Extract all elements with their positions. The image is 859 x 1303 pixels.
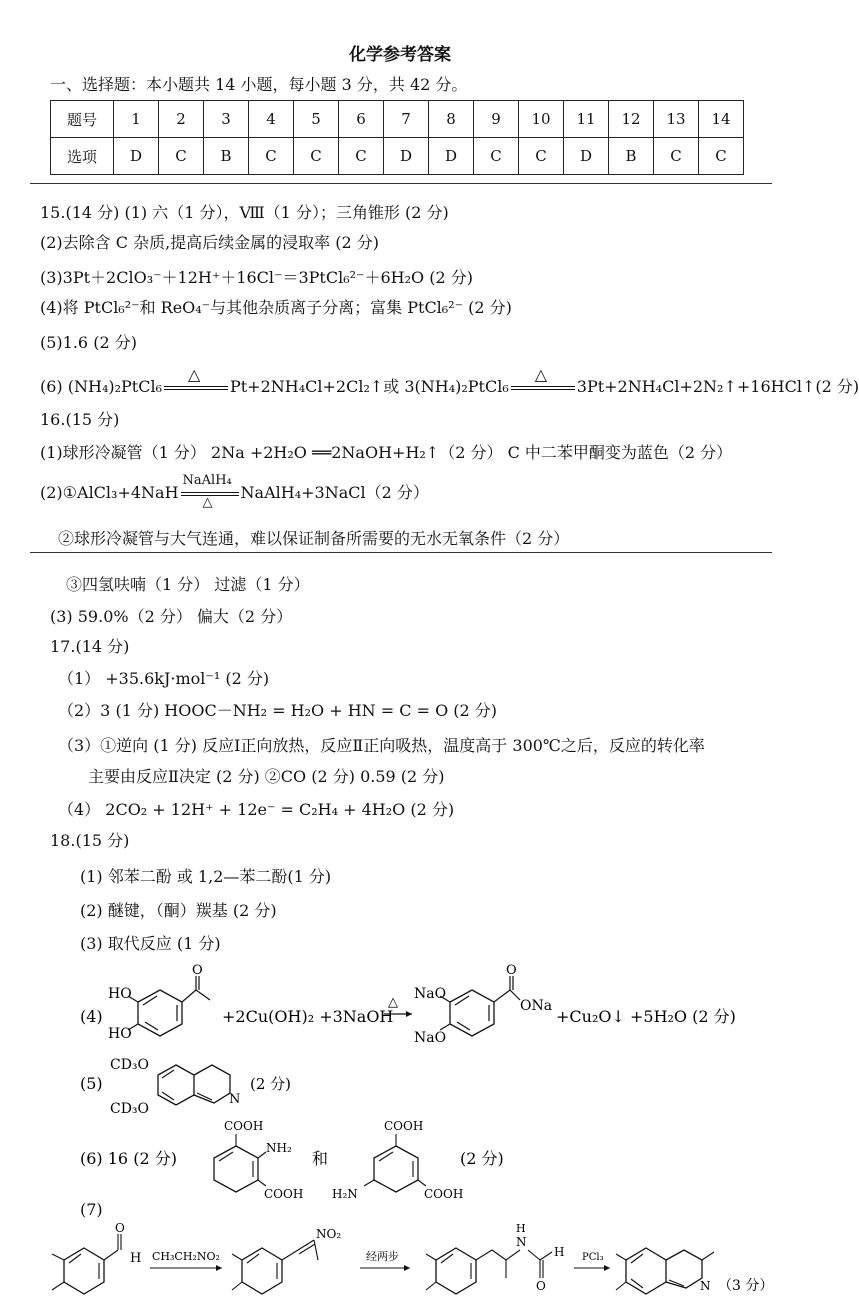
question-number-cell: 11 [564,101,609,138]
nitrogen-label: N [700,1279,711,1293]
q16-line5: (3) 59.0%（2 分） 偏大（2 分） [50,607,293,626]
divider [30,552,772,553]
question-number-cell: 1 [114,101,159,138]
nitrogen-label: N [516,1235,527,1249]
page-title: 化学参考答案 [349,45,451,65]
benzene-ring [436,1248,476,1294]
question-number-cell: 4 [249,101,294,138]
divider [30,183,772,184]
delta-symbol: △ [187,364,201,384]
q17-line1: （1） +35.6kJ·mol⁻¹ (2 分) [58,669,270,688]
question-number-cell: 14 [699,101,744,138]
benzene-ring [64,1248,104,1294]
answer-cell: D [564,138,609,175]
part-label: (7) [80,1200,103,1219]
answer-cell: B [204,138,249,175]
carboxyl-label: COOH [384,1119,424,1133]
row-label: 选项 [51,138,114,175]
answer-row [51,138,744,175]
question-number-cell: 13 [654,101,699,138]
q18-heading: 18.(15 分) [50,831,130,850]
cd3o-label: CD₃O [110,1101,150,1117]
q15-line6 [40,364,859,397]
eq-left: (6) (NH₄)₂PtCl₆ [40,377,162,396]
nitro-label: NO₂ [316,1227,342,1241]
question-number-row [51,101,744,138]
oxygen-label: O [536,1279,546,1293]
answer-cell: C [339,138,384,175]
q15-line5: (5)1.6 (2 分) [40,333,137,352]
reagent-label: 经两步 [366,1250,399,1263]
benzene-ring [242,1248,282,1294]
delta-symbol: △ [202,494,213,510]
q17-line5: （4） 2CO₂ + 12H⁺ + 12e⁻ = C₂H₄ + 4H₂O (2 分) [58,800,455,819]
carboxyl-label: COOH [424,1187,464,1201]
answer-cell: C [159,138,204,175]
answer-cell: C [294,138,339,175]
products: +Cu₂O↓ +5H₂O (2 分) [556,1007,736,1026]
benzene-ring [374,1146,418,1192]
score: （3 分） [718,1278,774,1294]
part-label: (4) [80,1007,103,1026]
eq-middle: Pt+2NH₄Cl+2Cl₂↑或 3(NH₄)₂PtCl₆ [229,377,509,396]
reagents: +2Cu(OH)₂ +3NaOH [222,1007,394,1026]
part-label: (6) 16 (2 分) [80,1149,177,1168]
q15-line1: 15.(14 分) (1) 六（1 分），Ⅷ（1 分）；三角锥形 (2 分) [40,203,449,222]
q15-line3: (3)3Pt＋2ClO₃⁻＋12H⁺＋16Cl⁻＝3PtCl₆²⁻＋6H₂O (2 分) [40,268,473,287]
oxygen-label: O [506,963,517,978]
question-number-cell: 7 [384,101,429,138]
row-label: 题号 [51,101,114,138]
delta-symbol: △ [534,364,548,384]
answer-cell: C [519,138,564,175]
score: (2 分) [460,1149,504,1168]
question-number-cell: 2 [159,101,204,138]
benzene-ring [214,1146,258,1192]
q18-line3: (3) 取代反应 (1 分) [80,934,221,953]
carboxyl-label: COOH [224,1119,264,1133]
cd3o-label: CD₃O [110,1057,150,1073]
oxygen-label: O [115,1221,125,1235]
reagent-label: CH₃CH₂NO₂ [152,1250,220,1263]
amino-label: H₂N [332,1187,358,1201]
question-number-cell: 6 [339,101,384,138]
amino-label: NH₂ [266,1141,292,1155]
carboxyl-label: COOH [264,1187,304,1201]
heat-arrow [509,364,577,395]
answer-cell: D [114,138,159,175]
q17-heading: 17.(14 分) [50,637,130,656]
benzene-ring [138,990,182,1036]
question-number-cell: 12 [609,101,654,138]
eq-right: NaAlH₄+3NaCl（2 分） [240,483,429,502]
condition-arrow [179,472,241,510]
q15-line2: (2)去除含 C 杂质,提高后续金属的浸取率 (2 分) [40,233,380,252]
hydroxy-label: HO [108,1026,132,1042]
q16-line2 [40,472,429,510]
benzene-ring [626,1248,666,1294]
q17-line4: 主要由反应Ⅱ决定 (2 分) ②CO (2 分) 0.59 (2 分) [88,767,445,786]
q16-heading: 16.(15 分) [40,410,120,429]
dihydro-ring [666,1250,702,1288]
conjunction: 和 [312,1149,329,1168]
answer-cell: D [429,138,474,175]
answer-cell: D [384,138,429,175]
q18-4-reaction [0,960,800,1060]
q18-7-synthesis-route [0,1212,800,1302]
hydrogen-label: H [516,1222,526,1235]
section-heading: 一、选择题：本小题共 14 小题，每小题 3 分，共 42 分。 [50,75,468,94]
hydrogen-label: H [554,1245,565,1259]
sodium-phenoxide-label: NaO [414,1030,447,1046]
eq-right: 3Pt+2NH₄Cl+2N₂↑+16HCl↑(2 分) [576,377,859,396]
answer-table [50,100,744,175]
answer-cell: C [474,138,519,175]
q16-line3: ②球形冷凝管与大气连通，难以保证制备所需要的无水无氧条件（2 分） [58,529,570,548]
nitrogen-label: N [229,1092,241,1107]
q18-6-structures [0,1118,800,1203]
answer-cell: C [654,138,699,175]
question-number-cell: 8 [429,101,474,138]
q18-5-structure [0,1055,800,1120]
dihydro-ring [194,1065,230,1103]
question-number-cell: 3 [204,101,249,138]
q17-line2: （2）3 (1 分) HOOC－NH₂ = H₂O + HN = C = O (2 分) [58,701,498,720]
q17-line3: （3）①逆向 (1 分) 反应Ⅰ正向放热，反应Ⅱ正向吸热，温度高于 300℃之后，反应的转化率 [58,736,705,755]
carboxylate-label: ONa [520,998,553,1014]
question-number-cell: 9 [474,101,519,138]
q16-line4: ③四氢呋喃（1 分） 过滤（1 分） [66,575,310,594]
reagent-label: PCl₃ [582,1252,604,1263]
q15-line4: (4)将 PtCl₆²⁻和 ReO₄⁻与其他杂质离子分离；富集 PtCl₆²⁻ (2 分) [40,298,512,317]
oxygen-label: O [192,963,203,978]
hydrogen-label: H [130,1251,142,1266]
benzene-ring [158,1065,194,1105]
sodium-phenoxide-label: NaO [414,986,447,1002]
q18-line2: (2) 醚键，（酮）羰基 (2 分) [80,901,277,920]
answer-cell: B [609,138,654,175]
eq-left: (2)①AlCl₃+4NaH [40,483,179,502]
question-number-cell: 5 [294,101,339,138]
question-number-cell: 10 [519,101,564,138]
q16-line1: (1)球形冷凝管（1 分） 2Na +2H₂O ══2NaOH+H₂↑（2 分） C 中二苯甲酮变为蓝色（2 分） [40,443,733,462]
hydroxy-label: HO [108,986,132,1002]
condition-label: NaAlH₄ [182,472,232,488]
answer-cell: C [249,138,294,175]
benzene-ring [450,990,494,1036]
answer-cell: C [699,138,744,175]
part-label: (5) [80,1074,103,1093]
score: (2 分) [250,1075,292,1093]
q18-line1: (1) 邻苯二酚 或 1,2—苯二酚(1 分) [80,867,332,886]
heat-arrow [162,364,230,395]
delta-symbol: △ [388,995,398,1010]
